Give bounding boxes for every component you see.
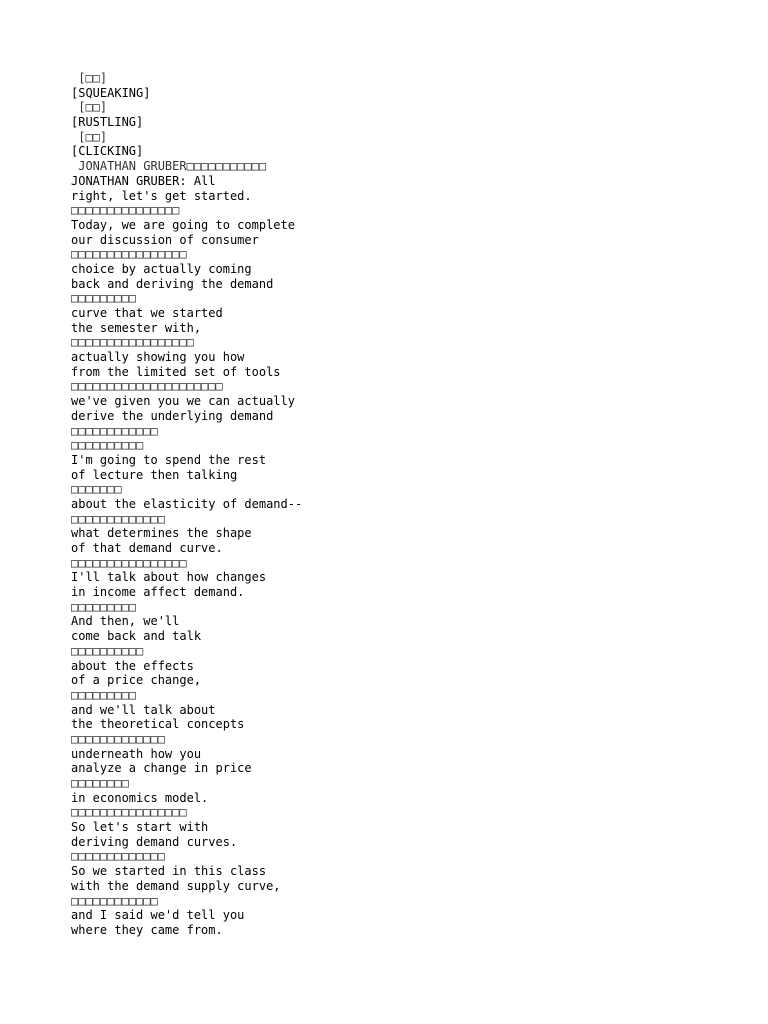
subtitle-line-en: our discussion of consumer <box>71 232 259 247</box>
subtitle-line-en: where they came from. <box>71 922 223 937</box>
subtitle-line-cjk: [□□] <box>71 129 108 144</box>
subtitle-line-en: So let's start with <box>71 820 209 835</box>
subtitle-line-en: the theoretical concepts <box>71 717 245 732</box>
subtitle-line-en: [CLICKING] <box>71 144 144 159</box>
subtitle-line-en: with the demand supply curve, <box>71 878 281 893</box>
subtitle-line-cjk: □□□□□□□□□□□□□□□□ <box>71 555 187 570</box>
subtitle-line-en: choice by actually coming <box>71 261 252 276</box>
subtitle-line-cjk: □□□□□□□□□□□□□□□□ <box>71 805 187 820</box>
subtitle-line-en: back and deriving the demand <box>71 276 274 291</box>
subtitle-line-en: curve that we started <box>71 306 223 320</box>
subtitle-line-cjk: □□□□□□□ <box>71 482 122 497</box>
subtitle-line-en: right, let's get started. <box>71 188 252 203</box>
subtitle-line-cjk: JONATHAN GRUBER□□□□□□□□□□□ <box>71 159 267 174</box>
subtitle-line-en: the semester with, <box>71 320 202 335</box>
subtitle-line-en: what determines the shape <box>71 526 252 541</box>
transcript-page <box>71 71 711 938</box>
subtitle-line-en: of a price change, <box>71 673 202 688</box>
subtitle-line-en: I'm going to spend the rest <box>71 452 267 467</box>
subtitle-line-en: Today, we are going to complete <box>71 217 295 232</box>
subtitle-line-en: I'll talk about how changes <box>71 570 267 585</box>
subtitle-line-en: of lecture then talking <box>71 467 238 482</box>
subtitle-line-en: [RUSTLING] <box>71 115 144 130</box>
subtitle-line-en: underneath how you <box>71 746 202 761</box>
subtitle-line-cjk: □□□□□□□□□□ <box>71 438 144 453</box>
subtitle-line-en: JONATHAN GRUBER: All <box>71 173 216 188</box>
subtitle-line-cjk: □□□□□□□□ <box>71 776 129 790</box>
subtitle-line-en: in income affect demand. <box>71 585 245 600</box>
subtitle-line-cjk: □□□□□□□□□□ <box>71 643 144 658</box>
subtitle-line-en: in economics model. <box>71 790 209 805</box>
subtitle-line-en: analyze a change in price <box>71 761 252 776</box>
subtitle-line-en: and we'll talk about <box>71 702 216 717</box>
subtitle-line-en: So we started in this class <box>71 864 267 879</box>
subtitle-line-en: [SQUEAKING] <box>71 85 151 100</box>
subtitle-line-cjk: □□□□□□□□□ <box>71 599 137 614</box>
subtitle-line-cjk: □□□□□□□□□□□□□□□□ <box>71 247 187 262</box>
subtitle-line-en: And then, we'll <box>71 614 180 629</box>
subtitle-line-cjk: □□□□□□□□□□□□ <box>71 893 158 908</box>
subtitle-line-cjk: □□□□□□□□□□□□□ <box>71 849 165 864</box>
subtitle-line-cjk: □□□□□□□□□□□□□□□□□ <box>71 335 194 350</box>
subtitle-line-en: actually showing you how <box>71 350 245 365</box>
subtitle-line-cjk: [□□] <box>71 100 108 115</box>
subtitle-line-en: about the elasticity of demand-- <box>71 496 303 511</box>
subtitle-line-en: come back and talk <box>71 629 202 644</box>
subtitle-line-en: we've given you we can actually <box>71 394 295 409</box>
subtitle-line-cjk: □□□□□□□□□□□□ <box>71 423 158 438</box>
subtitle-line-cjk: □□□□□□□□□□□□□□□□□□□□□ <box>71 379 223 394</box>
subtitle-line-en: deriving demand curves. <box>71 834 238 849</box>
subtitle-line-cjk: [□□] <box>71 71 108 85</box>
subtitle-line-cjk: □□□□□□□□□□□□□ <box>71 731 165 746</box>
subtitle-line-en: of that demand curve. <box>71 541 223 555</box>
subtitle-line-en: derive the underlying demand <box>71 408 274 423</box>
subtitle-line-en: from the limited set of tools <box>71 364 281 379</box>
subtitle-line-en: about the effects <box>71 658 194 673</box>
subtitle-line-cjk: □□□□□□□□□□□□□ <box>71 511 165 526</box>
subtitle-line-cjk: □□□□□□□□□□□□□□□ <box>71 203 180 218</box>
subtitle-line-en: and I said we'd tell you <box>71 908 245 923</box>
subtitle-line-cjk: □□□□□□□□□ <box>71 291 137 306</box>
subtitle-line-cjk: □□□□□□□□□ <box>71 687 137 702</box>
